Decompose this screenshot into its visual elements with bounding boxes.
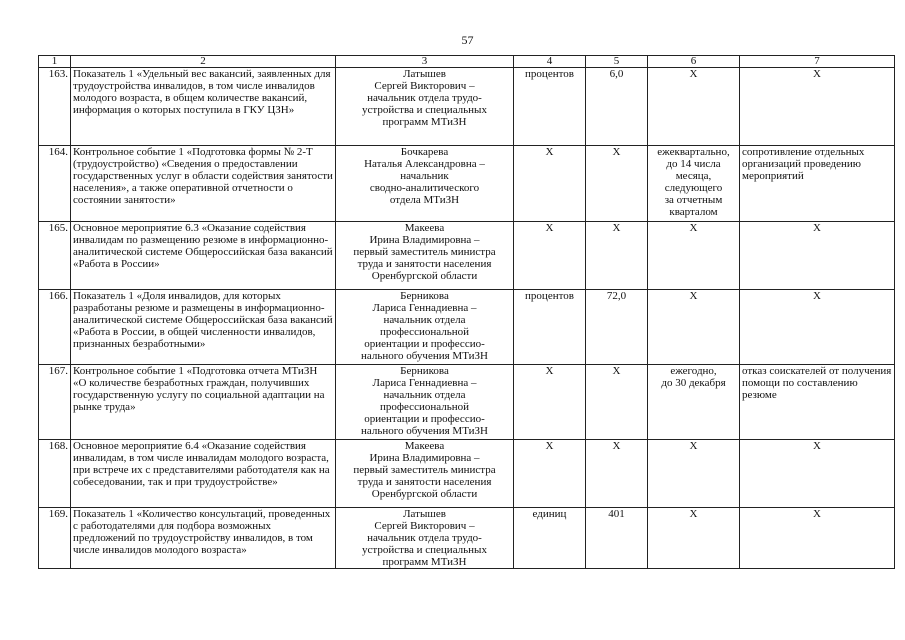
row-number: 163. [39, 68, 71, 146]
header-row [39, 56, 895, 68]
row-responsible: Бочкарева Наталья Александровна – начальник сводно-аналитического отдела МТиЗН [336, 146, 514, 222]
row-period: ежеквартально, до 14 числа месяца, следующего за отчетным кварталом [648, 146, 740, 222]
row-responsible: Берникова Лариса Геннадиевна – начальник отдела профессиональной ориентации и профессио- нального обучения МТиЗН [336, 290, 514, 365]
row-description: Основное мероприятие 6.4 «Оказание содействия инвалидам, в том числе инвалидам молодого возраста, при встрече их с представителями работодателя как на собеседовании, так и при трудоустройстве» [71, 440, 336, 508]
table-row [39, 290, 895, 365]
column-header: 6 [648, 56, 740, 68]
column-header: 5 [586, 56, 648, 68]
row-number: 168. [39, 440, 71, 508]
row-period: Х [648, 68, 740, 146]
row-responsible: Макеева Ирина Владимировна – первый заместитель министра труда и занятости населения Оренбургской области [336, 222, 514, 290]
row-risk: Х [740, 290, 895, 365]
row-unit: процентов [514, 68, 586, 146]
row-period: Х [648, 440, 740, 508]
table-row [39, 68, 895, 146]
row-value: Х [586, 222, 648, 290]
row-risk: отказ соискателей от получения помощи по составлению резюме [740, 365, 895, 440]
row-period: Х [648, 508, 740, 569]
row-unit: процентов [514, 290, 586, 365]
row-responsible: Берникова Лариса Геннадиевна – начальник отдела профессиональной ориентации и профессио- нального обучения МТиЗН [336, 365, 514, 440]
row-number: 165. [39, 222, 71, 290]
row-value: 6,0 [586, 68, 648, 146]
row-responsible: Латышев Сергей Викторович – начальник отдела трудо- устройства и специальных программ МТиЗН [336, 508, 514, 569]
table-row [39, 440, 895, 508]
row-period: Х [648, 222, 740, 290]
row-period: Х [648, 290, 740, 365]
column-header: 1 [39, 56, 71, 68]
row-unit: единиц [514, 508, 586, 569]
table-row [39, 146, 895, 222]
row-number: 164. [39, 146, 71, 222]
row-unit: Х [514, 365, 586, 440]
row-description: Показатель 1 «Количество консультаций, проведенных с работодателями для подбора возможных предложений по трудоустройству инвалидов, в том числе инвалидов молодого возраста» [71, 508, 336, 569]
row-description: Основное мероприятие 6.3 «Оказание содействия инвалидам по размещению резюме в информационно-аналитической системе Общероссийская база вакансий «Работа в России» [71, 222, 336, 290]
row-number: 167. [39, 365, 71, 440]
page-number: 57 [461, 33, 474, 47]
table-row [39, 222, 895, 290]
row-number: 169. [39, 508, 71, 569]
column-header: 4 [514, 56, 586, 68]
row-unit: Х [514, 146, 586, 222]
row-description: Контрольное событие 1 «Подготовка формы № 2-Т (трудоустройство) «Сведения о предоставлении государственных услуг в области содействия занятости населения», а также оперативной отчетности о состоянии занятости» [71, 146, 336, 222]
row-description: Показатель 1 «Удельный вес вакансий, заявленных для трудоустройства инвалидов, в том числе инвалидов молодого возраста, в общем количестве вакансий, информация о которых поступила в ГКУ ЦЗН» [71, 68, 336, 146]
row-period: ежегодно, до 30 декабря [648, 365, 740, 440]
table-row [39, 365, 895, 440]
row-value: Х [586, 365, 648, 440]
column-header: 2 [71, 56, 336, 68]
row-risk: Х [740, 68, 895, 146]
row-value: Х [586, 440, 648, 508]
row-risk: Х [740, 508, 895, 569]
document-table [38, 55, 895, 569]
row-responsible: Макеева Ирина Владимировна – первый заместитель министра труда и занятости населения Оренбургской области [336, 440, 514, 508]
row-value: 401 [586, 508, 648, 569]
row-risk: Х [740, 440, 895, 508]
row-unit: Х [514, 440, 586, 508]
row-value: 72,0 [586, 290, 648, 365]
row-unit: Х [514, 222, 586, 290]
column-header: 3 [336, 56, 514, 68]
row-risk: Х [740, 222, 895, 290]
row-value: Х [586, 146, 648, 222]
row-description: Показатель 1 «Доля инвалидов, для которых разработаны резюме и размещены в информационно-аналитической системе Общероссийская база вакансий «Работа в России, в общей численности инвалидов, признанных безработными» [71, 290, 336, 365]
row-number: 166. [39, 290, 71, 365]
table-row [39, 508, 895, 569]
row-risk: сопротивление отдельных организаций проведению мероприятий [740, 146, 895, 222]
row-description: Контрольное событие 1 «Подготовка отчета МТиЗН «О количестве безработных граждан, получивших государственную услугу по социальной адаптации на рынке труда» [71, 365, 336, 440]
row-responsible: Латышев Сергей Викторович – начальник отдела трудо- устройства и специальных программ МТиЗН [336, 68, 514, 146]
column-header: 7 [740, 56, 895, 68]
